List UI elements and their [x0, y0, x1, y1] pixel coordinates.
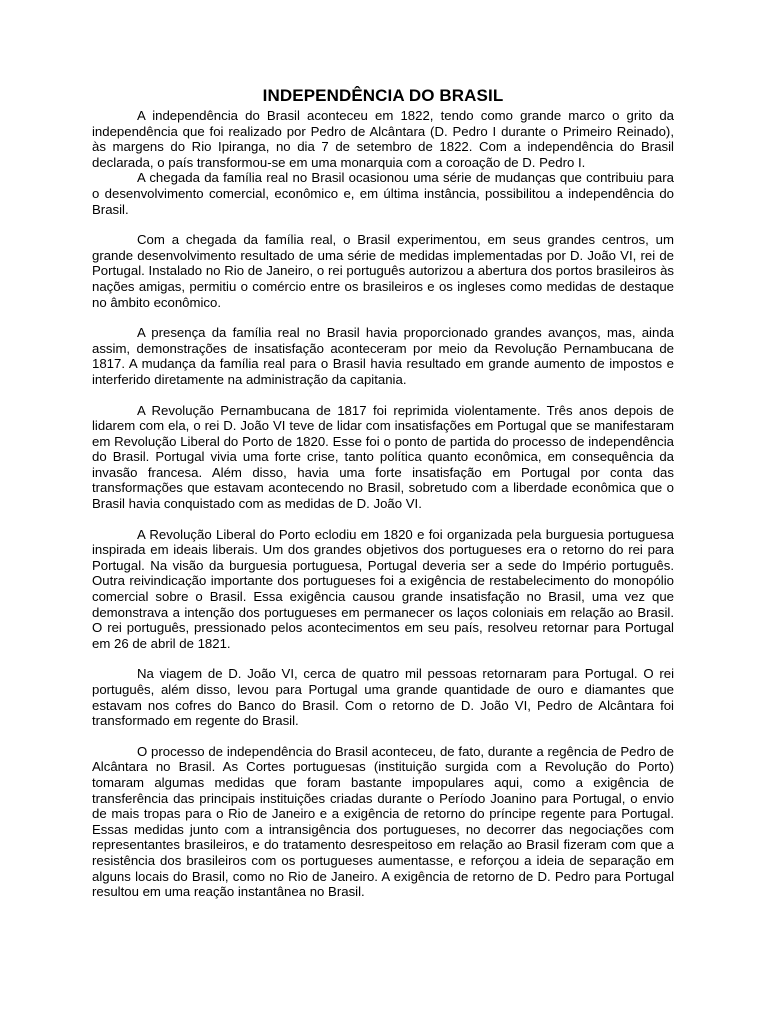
paragraph-2: A chegada da família real no Brasil ocasionou uma série de mudanças que contribuiu para o desenvolvimento comercial, econômico e, em última instância, possibilitou a independência do Brasil.	[92, 170, 674, 217]
paragraph-3: Com a chegada da família real, o Brasil experimentou, em seus grandes centros, um grande desenvolvimento resultado de uma série de medidas implementadas por D. João VI, rei de Portugal. Instalado no Rio de Janeiro, o rei português autorizou a abertura dos portos brasileiros às nações amigas, permitiu o comércio entre os brasileiros e os ingleses como medidas de destaque no âmbito econômico.	[92, 232, 674, 310]
paragraph-8: O processo de independência do Brasil aconteceu, de fato, durante a regência de Pedro de Alcântara no Brasil. As Cortes portuguesas (instituição surgida com a Revolução do Porto) tomaram algumas medidas que foram bastante impopulares aqui, como a exigência de transferência das principais instituições criadas durante o Período Joanino para Portugal, o envio de mais tropas para o Rio de Janeiro e a exigência de retorno do príncipe regente para Portugal. Essas medidas junto com a intransigência dos portugueses, no decorrer das negociações com representantes brasileiros, e do tratamento desrespeitoso em relação ao Brasil fizeram com que a resistência dos brasileiros com os portugueses aumentasse, e reforçou a ideia de separação em alguns locais do Brasil, como no Rio de Janeiro. A exigência de retorno de D. Pedro para Portugal resultou em uma reação instantânea no Brasil.	[92, 743, 674, 900]
paragraph-1: A independência do Brasil aconteceu em 1822, tendo como grande marco o grito da independência que foi realizado por Pedro de Alcântara (D. Pedro I durante o Primeiro Reinado), às margens do Rio Ipiranga, no dia 7 de setembro de 1822. Com a independência do Brasil declarada, o país transformou-se em uma monarquia com a coroação de D. Pedro I.	[92, 108, 674, 170]
paragraph-5: A Revolução Pernambucana de 1817 foi reprimida violentamente. Três anos depois de lidarem com ela, o rei D. João VI teve de lidar com insatisfações em Portugal que se manifestaram em Revolução Liberal do Porto de 1820. Esse foi o ponto de partida do processo de independência do Brasil. Portugal vivia uma forte crise, tanto política quanto econômica, em consequência da invasão francesa. Além disso, havia uma forte insatisfação em Portugal por conta das transformações que estavam acontecendo no Brasil, sobretudo com a liberdade econômica que o Brasil havia conquistado com as medidas de D. João VI.	[92, 402, 674, 512]
document-page	[92, 86, 674, 915]
document-title: INDEPENDÊNCIA DO BRASIL	[262, 86, 504, 105]
paragraph-6: A Revolução Liberal do Porto eclodiu em 1820 e foi organizada pela burguesia portuguesa inspirada em ideais liberais. Um dos grandes objetivos dos portugueses era o retorno do rei para Portugal. Na visão da burguesia portuguesa, Portugal deveria ser a sede do Império português. Outra reivindicação importante dos portugueses foi a exigência de restabelecimento do monopólio comercial sobre o Brasil. Essa exigência causou grande insatisfação no Brasil, uma vez que demonstrava a intenção dos portugueses em permanecer os laços coloniais em relação ao Brasil. O rei português, pressionado pelos acontecimentos em seu país, resolveu retornar para Portugal em 26 de abril de 1821.	[92, 526, 674, 651]
paragraph-4: A presença da família real no Brasil havia proporcionado grandes avanços, mas, ainda assim, demonstrações de insatisfação aconteceram por meio da Revolução Pernambucana de 1817. A mudança da família real para o Brasil havia resultado em grande aumento de impostos e interferido diretamente na administração da capitania.	[92, 325, 674, 387]
paragraph-7: Na viagem de D. João VI, cerca de quatro mil pessoas retornaram para Portugal. O rei português, além disso, levou para Portugal uma grande quantidade de ouro e diamantes que estavam nos cofres do Banco do Brasil. Com o retorno de D. João VI, Pedro de Alcântara foi transformado em regente do Brasil.	[92, 666, 674, 729]
